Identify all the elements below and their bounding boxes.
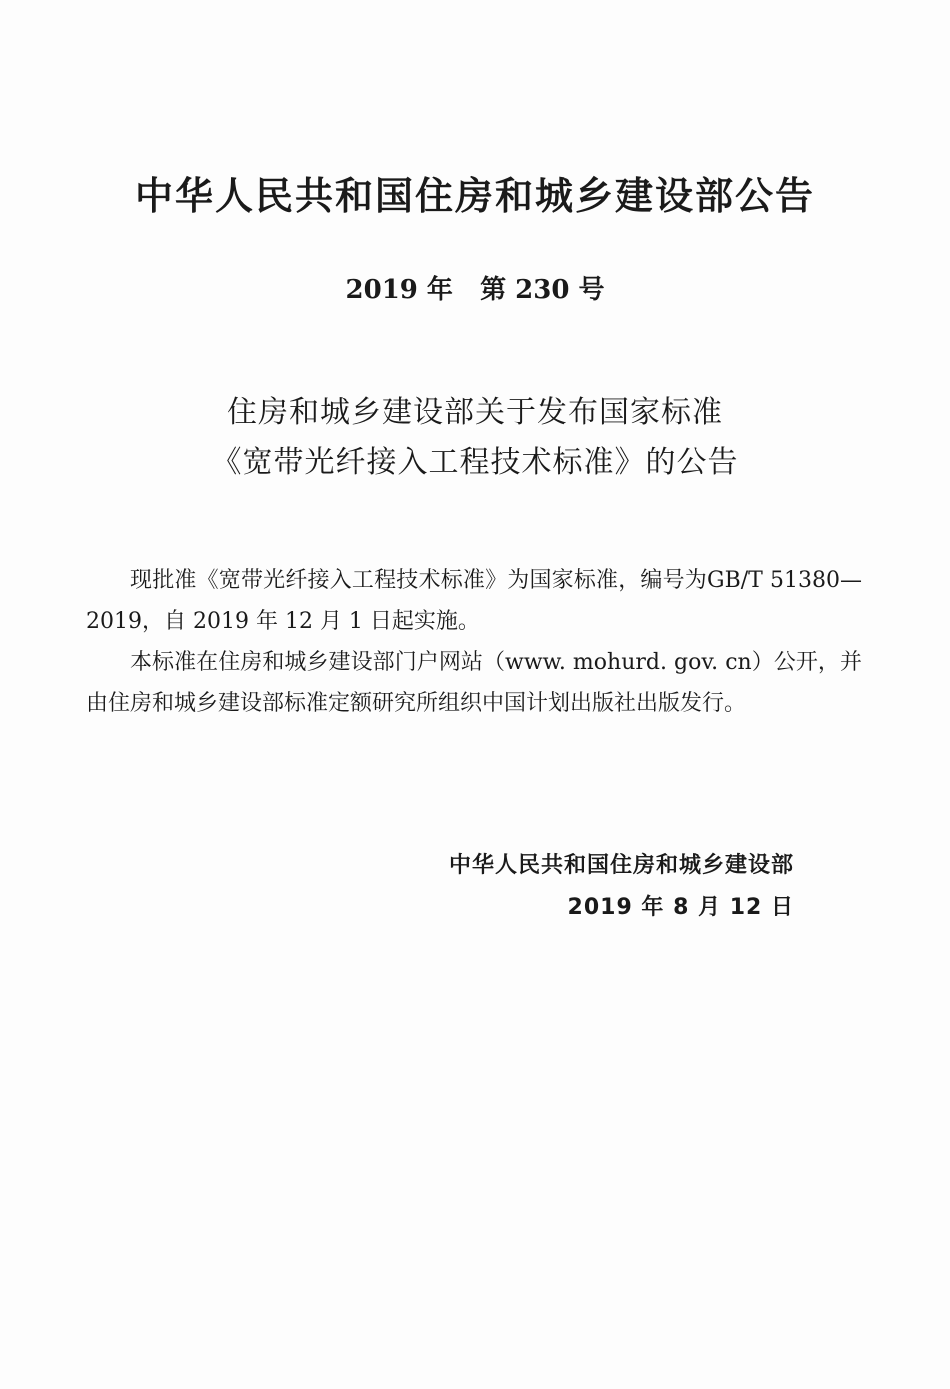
signature-organization: 中华人民共和国住房和城乡建设部 [448, 853, 794, 878]
body-paragraph: 本标准在住房和城乡建设部门户网站（www. mohurd. gov. cn）公开，并由住房和城乡建设部标准定额研究所组织中国计划出版社出版发行。 [86, 650, 862, 716]
signature-date: 2019 年 8 月 12 日 [567, 895, 794, 920]
issue-number: 2019 年 第 230 号 [345, 275, 605, 305]
body-paragraph: 现批准《宽带光纤接入工程技术标准》为国家标准，编号为GB/T 51380—2019，自 2019 年 12 月 1 日起实施。 [86, 568, 862, 634]
notice-title [0, 388, 950, 488]
notice-title-line-1: 住房和城乡建设部关于发布国家标准 [227, 395, 723, 430]
notice-title-line-2: 《宽带光纤接入工程技术标准》的公告 [211, 445, 739, 480]
notice-body [86, 560, 862, 724]
page-title: 中华人民共和国住房和城乡建设部公告 [134, 174, 815, 218]
signature-block [449, 845, 794, 929]
